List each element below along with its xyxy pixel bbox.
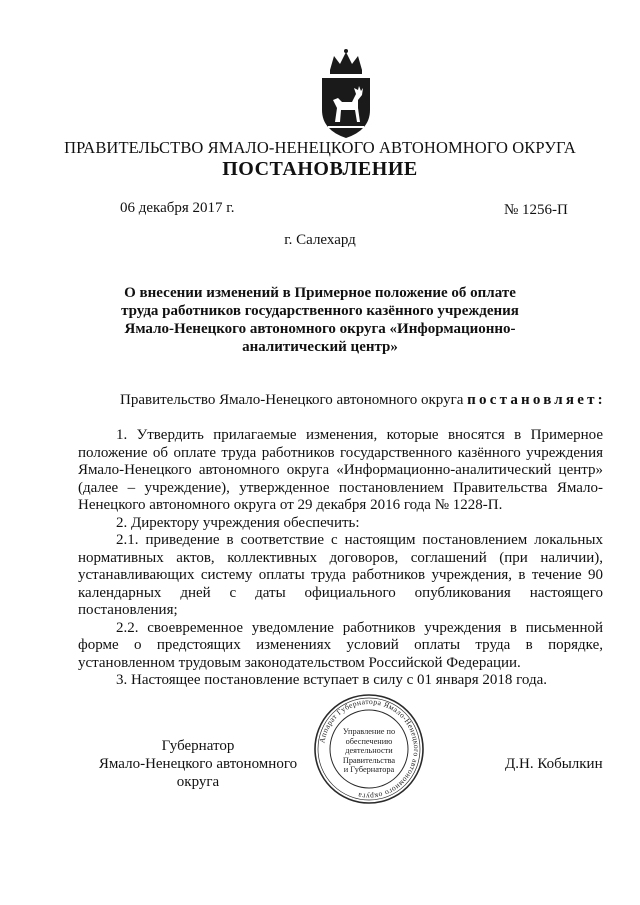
stamp-line: Управление по	[342, 727, 396, 736]
preamble-verb: постановляет:	[467, 392, 606, 408]
stamp-line: и Губернатора	[343, 765, 395, 775]
document-number: № 1256-П	[504, 202, 568, 218]
stamp-line: деятельности	[345, 746, 393, 756]
preamble-text: Правительство Ямало-Ненецкого автономного округа	[120, 392, 464, 408]
resolution-body	[78, 427, 603, 690]
stamp-line: обеспечению	[345, 736, 393, 746]
resolution-heading: О внесении изменений в Примерное положение об оплате труда работников государственного казённого учреждения Ямало-Ненецкого автономного округа «Информационно-аналитический центр»	[121, 285, 519, 355]
paragraph-1: 1. Утвердить прилагаемые изменения, которые вносятся в Примерное положение об оплате труда работников государственного казённого учреждения Ямало-Ненецкого автономного округа «Информационно-аналитический центр» (далее – учреждение), утвержденное постановлением Правительства Ямало-Ненецкого автономного округа от 29 декабря 2016 года № 1228-П.	[78, 427, 603, 513]
paragraph-2-2: 2.2. своевременное уведомление работников учреждения в письменной форме о предстоящих изменениях условий оплаты труда в порядке, установленном трудовым законодательством Российской Федерации.	[78, 619, 603, 671]
signatory-title-line2: Ямало-Ненецкого автономного округа	[98, 756, 298, 790]
signatory-title-line1: Губернатор	[161, 738, 235, 754]
preamble	[120, 392, 606, 409]
stamp-ring-text: Аппарат Губернатора Ямало-Ненецкого автономного округа	[317, 696, 422, 802]
paragraph-3: 3. Настоящее постановление вступает в силу с 01 января 2018 года.	[116, 672, 548, 688]
government-title: ПРАВИТЕЛЬСТВО ЯМАЛО-НЕНЕЦКОГО АВТОНОМНОГО ОКРУГА	[64, 138, 576, 157]
document-type-title: ПОСТАНОВЛЕНИЕ	[222, 158, 418, 180]
document-date: 06 декабря 2017 г.	[120, 200, 235, 216]
paragraph-2: 2. Директору учреждения обеспечить:	[116, 514, 360, 531]
paragraph-2-1: 2.1. приведение в соответствие с настоящим постановлением локальных нормативных актов, коллективных договоров, соглашений (при наличии), устанавливающих систему оплаты труда работников учреждения, в течение 90 календарных дней с даты официального опубликования настоящего постановления;	[78, 532, 603, 618]
stamp-center-text	[337, 727, 401, 775]
coat-of-arms-emblem	[318, 48, 374, 140]
signatory-name: Д.Н. Кобылкин	[505, 756, 603, 772]
signatory-title	[78, 737, 318, 791]
document-city: г. Салехард	[284, 232, 356, 248]
stamp-line: Правительства	[342, 755, 396, 765]
